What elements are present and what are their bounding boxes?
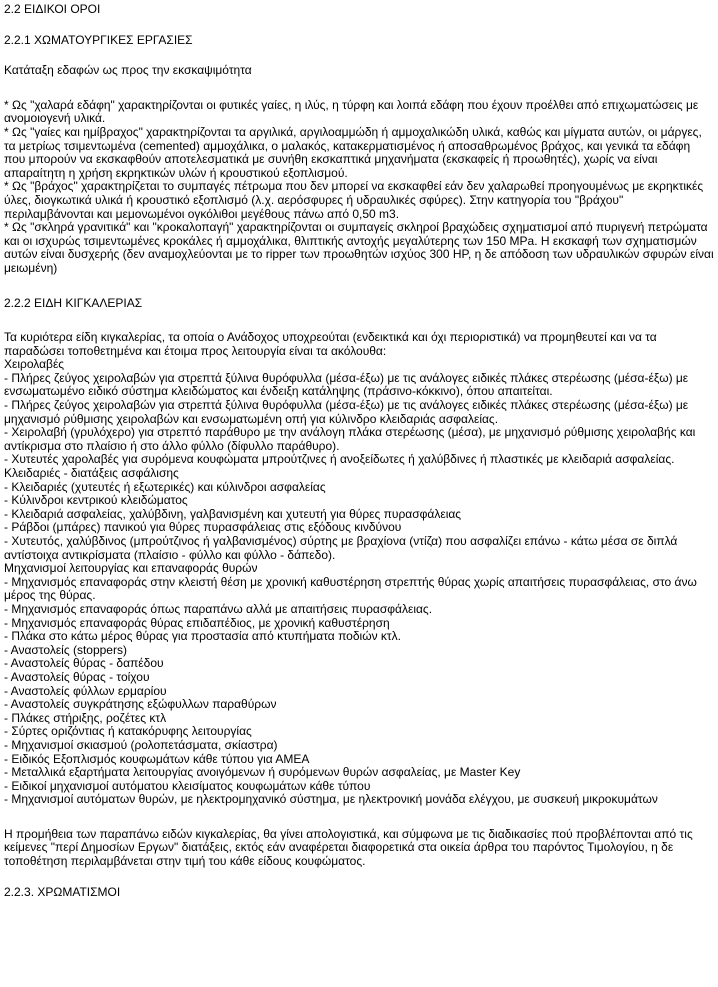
- soil-class-item: * Ως "σκληρά γρανιτικά" και "κροκαλοπαγή" χαρακτηρίζονται οι συμπαγείς σκληροί βραχώδεις σχηματισμοί από πυριγενή πετρώματα και οι ισχυρώς τσιμεντωμένες κροκάλες ή αμμοχάλικα, θλιπτικής αντοχής μεγαλύτερης των 150 MPa. Η εκσκαφή των σχηματισμών αυτών είναι δυσχερής (δεν αναμοχλεύονται με το ripper των προωθητών ισχύος 300 HP, η δε απόδοση των υδραυλικών σφυρών είναι μειωμένη): [4, 220, 714, 275]
- list-group-heading: Χειρολαβές: [4, 357, 65, 372]
- document-page: [0, 3, 718, 899]
- list-item: - Χυτευτός, χαλύβδινος (μπρούτζινος ή γαλβανισμένος) σύρτης με βραχίονα (ντίζα) που ασφαλίζει επάνω - κάτω μέσα σε διπλά αντίστοιχα αντικρίσματα (πλαίσιο - φύλλο και φύλλο - δάπεδο).: [4, 534, 678, 562]
- list-item: - Χειρολαβή (γρυλόχερο) για στρεπτό παράθυρο με την ανάλογη πλάκα στερέωσης (μέσα), με μηχανισμό ρύθμισης χειρολαβής και αντίκρισμα στο πλαίσιο ή στο άλλο φύλλο (δίφυλλο παράθυρο).: [4, 425, 696, 453]
- list-item: - Ράβδοι (μπάρες) πανικού για θύρες πυρασφάλειας στις εξόδους κινδύνου: [4, 520, 402, 535]
- list-group-heading: Κλειδαριές - διατάξεις ασφάλισης: [4, 466, 179, 481]
- list-item: - Σύρτες οριζόντιας ή κατακόρυφης λειτουργίας: [4, 724, 252, 739]
- list-item: - Μηχανισμοί αυτόματων θυρών, με ηλεκτρομηχανικό σύστημα, με ηλεκτρονική μονάδα ελέγχου, με συσκευή μικροκυμάτων: [4, 792, 658, 807]
- list-item: - Αναστολείς συγκράτησης εξώφυλλων παραθύρων: [4, 697, 277, 712]
- list-item: - Μηχανισμός επαναφοράς όπως παραπάνω αλλά με απαιτήσεις πυρασφάλειας.: [4, 601, 433, 616]
- excavation-classification-subheading: Κατάταξη εδαφών ως προς την εκσκαψιμότητα: [4, 63, 252, 78]
- list-item: - Μεταλλικά εξαρτήματα λειτουργίας ανοιγόμενων ή συρόμενων θυρών ασφαλείας, με Master Key: [4, 765, 521, 780]
- section-222-heading: 2.2.2 ΕΙΔΗ ΚΙΓΚΑΛΕΡΙΑΣ: [4, 295, 143, 310]
- list-item: - Αναστολείς θύρας - τοίχου: [4, 669, 150, 684]
- section-title: 2.2 ΕΙΔΙΚΟΙ ΟΡΟΙ: [4, 2, 101, 16]
- list-item: - Χυτευτές χαρολαβές για συρόμενα κουφώματα μπρούτζινες ή ανοξείδωτες ή χαλύβδινες ή πλαστικές με κλειδαριά ασφαλείας.: [4, 452, 675, 467]
- hardware-closing-paragraph: Η προμήθεια των παραπάνω ειδών κιγκαλερίας, θα γίνει απολογιστικά, και σύμφωνα με τις διαδικασίες πού προβλέπονται από τις κείμενες "περί Δημοσίων Εργων" διατάξεις, εκτός εάν αναφέρεται διαφορετικά στα οικεία άρθρα του παρόντος Τιμολογίου, η δε τοποθέτηση περιλαμβάνεται στην τιμή του κάθε είδους κουφώματος.: [4, 826, 693, 869]
- hardware-intro: Τα κυριότερα είδη κιγκαλερίας, τα οποία ο Ανάδοχος υποχρεούται (ενδεικτικά και όχι περιοριστικά) να προμηθευτεί και να τα παραδώσει τοποθετημένα και έτοιμα προς λειτουργία είναι τα ακόλουθα:: [4, 330, 657, 358]
- list-item: - Πλήρες ζεύγος χειρολαβών για στρεπτά ξύλινα θυρόφυλλα (μέσα-έξω) με τις ανάλογες ειδικές πλάκες στερέωσης (μέσα-έξω) με μηχανισμό ρύθμισης χειρολαβών και ενσωματωμένη οπή για κύλινδρο κλειδαριάς ασφαλείας.: [4, 398, 689, 426]
- soil-class-item: * Ως "χαλαρά εδάφη" χαρακτηρίζονται οι φυτικές γαίες, η ιλύς, η τύρφη και λοιπά εδάφη που έχουν προέλθει από επιχωματώσεις με ανομοιογενή υλικά.: [4, 97, 699, 126]
- list-item: - Αναστολείς θύρας - δαπέδου: [4, 656, 164, 671]
- soil-class-item: * Ως "βράχος" χαρακτηρίζεται το συμπαγές πέτρωμα που δεν μπορεί να εκσκαφθεί εάν δεν χαλαρωθεί προηγουμένως με εκρηκτικές ύλες, διογκωτικά υλικά ή κρουστικό εξοπλισμό (λ.χ. αερόσφυρες ή υδραυλικές σφύρες). Στην κατηγορία του "βράχου" περιλαμβάνονται και μεμονωμένοι ογκόλιθοι μεγέθους πάνω από 0,50 m3.: [4, 179, 704, 221]
- section-221-heading: 2.2.1 ΧΩΜΑΤΟΥΡΓΙΚΕΣ ΕΡΓΑΣΙΕΣ: [4, 32, 193, 47]
- soil-class-item: * Ως "γαίες και ημίβραχος" χαρακτηρίζονται τα αργιλικά, αργιλοαμμώδη ή αμμοχαλικώδη υλικά, καθώς και μίγματα αυτών, οι μάργες, τα μετρίως τσιμεντωμένα (cemented) αμμοχάλικα, ο μαλακός, κατακερματισμένος ή αποσαθρωμένος βράχος, και γενικά τα εδάφη που μπορούν να εκσκαφθούν αποτελεσματικά με συνήθη εκσκαπτικά μηχανήματα (εκσκαφείς ή προωθητές), χωρίς να είναι απαραίτητη η χρήση εκρηκτικών υλών ή κρουστικού εξοπλισμού.: [4, 124, 702, 180]
- list-group-heading: Μηχανισμοί λειτουργίας και επαναφοράς θυρών: [4, 561, 258, 576]
- hardware-list: [4, 358, 714, 807]
- list-item: - Μηχανισμός επαναφοράς θύρας επιδαπέδιος, με χρονική καθυστέρηση: [4, 615, 390, 630]
- list-item: - Μηχανισμός επαναφοράς στην κλειστή θέση με χρονική καθυστέρηση στρεπτής θύρας χωρίς απαιτήσεις πυρασφάλειας, στο άνω μέρος της θύρας.: [4, 574, 697, 603]
- list-item: - Πλάκα στο κάτω μέρος θύρας για προστασία από κτυπήματα ποδιών κτλ.: [4, 629, 401, 644]
- section-223-heading: 2.2.3. ΧΡΩΜΑΤΙΣΜΟΙ: [4, 884, 121, 899]
- excavation-items: [4, 99, 714, 276]
- list-item: - Κλειδαριές (χυτευτές ή εξωτερικές) και κύλινδροι ασφαλείας: [4, 479, 326, 494]
- list-item: - Ειδικοί μηχανισμοί αυτόματου κλεισίματος κουφωμάτων κάθε τύπου: [4, 778, 371, 793]
- list-item: - Κλειδαριά ασφαλείας, χαλύβδινη, γαλβανισμένη και χυτευτή για θύρες πυρασφάλειας: [4, 506, 462, 521]
- list-item: - Αναστολείς (stoppers): [4, 642, 127, 657]
- list-item: - Μηχανισμοί σκιασμού (ρολοπετάσματα, σκίαστρα): [4, 737, 278, 752]
- list-item: - Ειδικός Εξοπλισμός κουφωμάτων κάθε τύπου για ΑΜΕΑ: [4, 751, 310, 766]
- list-item: - Αναστολείς φύλλων ερμαρίου: [4, 683, 167, 698]
- list-item: - Κύλινδροι κεντρικού κλειδώματος: [4, 493, 188, 508]
- list-item: - Πλήρες ζεύγος χειρολαβών για στρεπτά ξύλινα θυρόφυλλα (μέσα-έξω) με τις ανάλογες ειδικές πλάκες στερέωσης (μέσα-έξω) με ενσωματωμένο ειδικό σύστημα κλειδώματος και ένδειξη κατάληψης (πράσινο-κόκκινο), όπου απαιτείται.: [4, 370, 689, 399]
- list-item: - Πλάκες στήριξης, ροζέτες κτλ: [4, 710, 167, 725]
